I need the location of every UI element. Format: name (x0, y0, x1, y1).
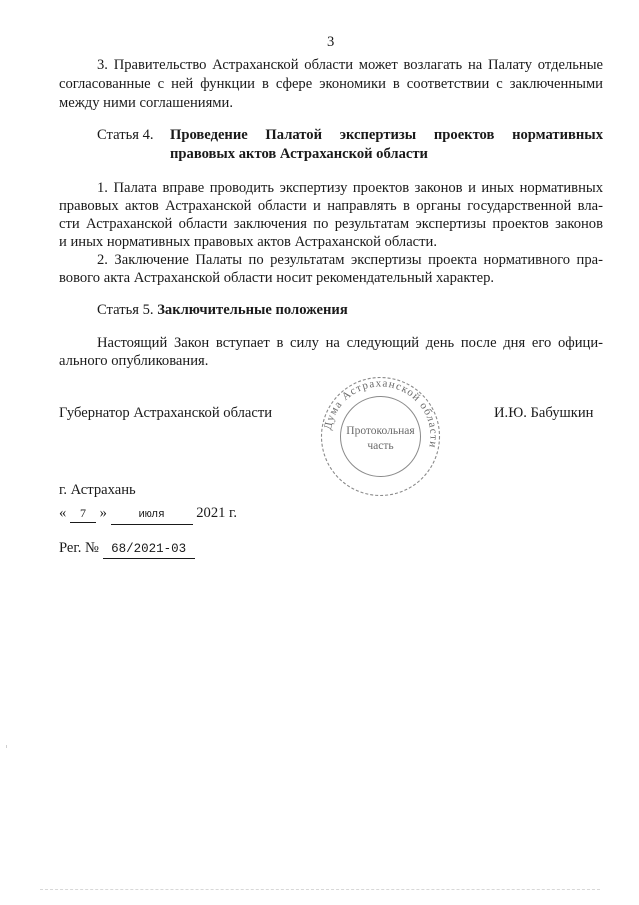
article-5-heading (97, 302, 348, 319)
scan-speck (6, 745, 7, 748)
article-5-label: Статья 5. (97, 302, 154, 318)
stamp-seal-graphic (318, 374, 443, 499)
article-5-title: Заключительные положения (157, 302, 348, 318)
official-stamp (318, 374, 443, 499)
article-5-line-1: Настоящий Закон вступает в силу на следующий день после дня его офици- (97, 335, 603, 351)
stamp-center-line-1: Протокольная (346, 425, 415, 437)
article-4-p1-line-3: сти Астраханской области заключения по результатам экспертизы проектов законов (59, 216, 603, 232)
signatory-name: И.Ю. Бабушкин (494, 405, 594, 421)
stamp-center-line-2: часть (367, 440, 394, 452)
date-close-quote: » (99, 505, 107, 521)
article-4-label: Статья 4. (97, 127, 154, 143)
clause-3-line-2: согласованные с ней функции в сфере экономики в соответствии с заключенными (59, 76, 603, 92)
article-4-title-line-1: Проведение Палатой экспертизы проектов нормативных (170, 127, 603, 143)
clause-3-line-1: 3. Правительство Астраханской области может возлагать на Палату отдельные (97, 57, 603, 73)
article-4-title-line-2: правовых актов Астраханской области (170, 146, 428, 162)
article-5-line-2: ального опубликования. (59, 353, 209, 369)
registration-label: Рег. № (59, 540, 99, 556)
page-number: 3 (327, 34, 335, 50)
date-open-quote: « (59, 505, 67, 521)
registration-number-line (59, 540, 195, 559)
article-4-p1-line-1: 1. Палата вправе проводить экспертизу проектов законов и иных нормативных (97, 180, 603, 196)
article-4-p1-line-2: правовых актов Астраханской области и направлять в органы государственной вла- (59, 198, 603, 214)
date-month: июля (111, 507, 193, 525)
article-4-p2-line-1: 2. Заключение Палаты по результатам экспертизы проекта нормативного пра- (97, 252, 603, 268)
signatory-position: Губернатор Астраханской области (59, 405, 273, 421)
place-of-signing: г. Астрахань (59, 482, 136, 498)
signing-date (59, 505, 237, 525)
date-day: 7 (70, 505, 96, 523)
date-year: 2021 г. (196, 505, 238, 521)
article-4-p1-line-4: и иных нормативных правовых актов Астраханской области. (59, 234, 437, 250)
registration-number: 68/2021-03 (103, 541, 195, 559)
scan-bottom-edge (40, 889, 600, 890)
clause-3-line-3: между ними соглашениями. (59, 95, 233, 111)
stamp-ring-text: Дума Астраханской области (321, 377, 440, 450)
article-4-p2-line-2: вового акта Астраханской области носит рекомендательный характер. (59, 270, 495, 286)
